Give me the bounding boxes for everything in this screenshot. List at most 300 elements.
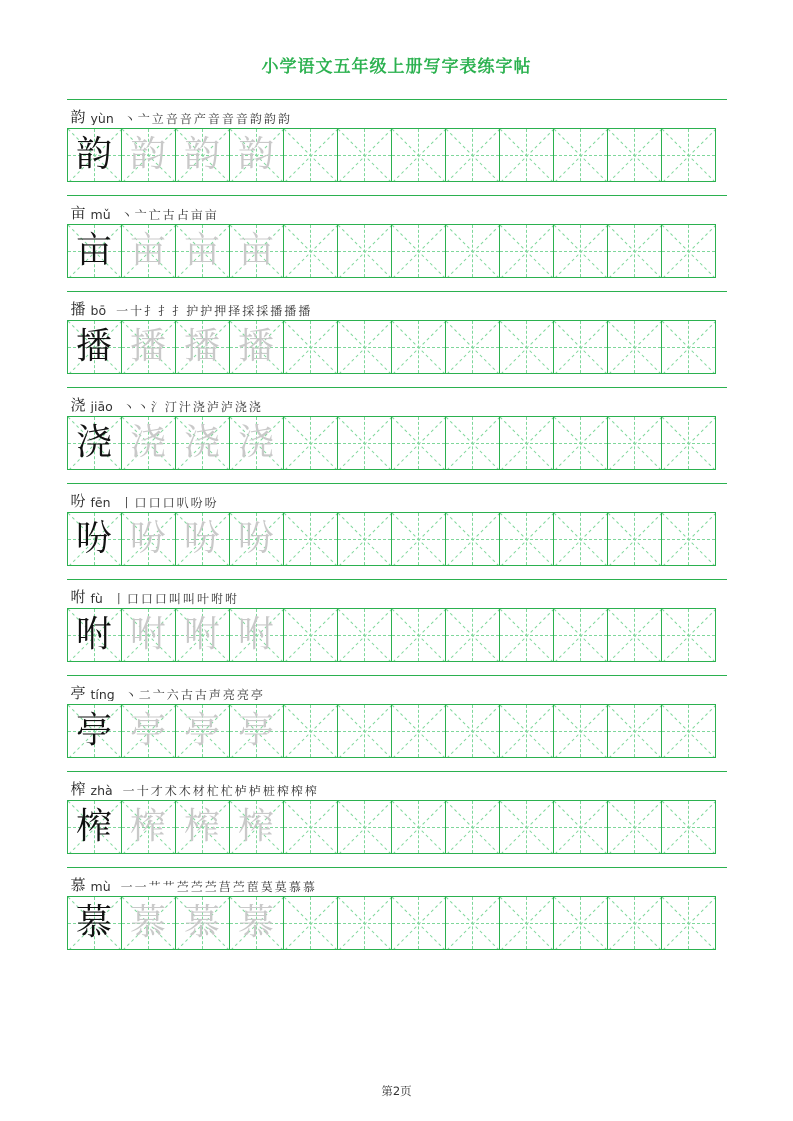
header-character: 浇 bbox=[70, 396, 86, 413]
cell-diagonal-guides bbox=[392, 609, 445, 661]
cell-diagonal-guides bbox=[662, 801, 715, 853]
practice-cell[interactable] bbox=[608, 608, 662, 662]
stroke-step: 丶 bbox=[122, 400, 135, 413]
stroke-step: 桩 bbox=[262, 784, 275, 797]
cell-diagonal-guides bbox=[392, 801, 445, 853]
practice-cell[interactable] bbox=[338, 704, 392, 758]
practice-cell[interactable] bbox=[176, 416, 230, 470]
stroke-step: 扌 bbox=[158, 304, 171, 317]
cell-diagonal-guides bbox=[446, 129, 499, 181]
cell-diagonal-guides bbox=[338, 705, 391, 757]
practice-cell[interactable] bbox=[500, 224, 554, 278]
cell-diagonal-guides bbox=[662, 609, 715, 661]
tracing-character: 吩 bbox=[237, 518, 274, 559]
stroke-step: 咐 bbox=[210, 592, 223, 605]
header-character: 韵 bbox=[70, 108, 86, 125]
cell-diagonal-guides bbox=[284, 897, 337, 949]
stroke-order-sequence bbox=[123, 401, 261, 413]
tracing-character: 韵 bbox=[237, 134, 274, 175]
practice-cell[interactable] bbox=[338, 896, 392, 950]
practice-cell[interactable] bbox=[662, 896, 716, 950]
practice-cell[interactable] bbox=[122, 896, 176, 950]
stroke-step: 咅 bbox=[179, 112, 192, 125]
practice-cell[interactable] bbox=[446, 800, 500, 854]
stroke-step: 杧 bbox=[220, 784, 233, 797]
stroke-step: 木 bbox=[178, 784, 191, 797]
cell-diagonal-guides bbox=[662, 897, 715, 949]
cell-diagonal-guides bbox=[662, 705, 715, 757]
practice-cell[interactable] bbox=[446, 320, 500, 374]
stroke-step: 一 bbox=[134, 880, 147, 893]
row-header bbox=[67, 295, 727, 317]
cell-diagonal-guides bbox=[446, 225, 499, 277]
practice-cell[interactable] bbox=[446, 128, 500, 182]
practice-cell[interactable] bbox=[608, 512, 662, 566]
tracing-character: 浇 bbox=[237, 422, 274, 463]
cell-diagonal-guides bbox=[500, 417, 553, 469]
cell-diagonal-guides bbox=[284, 609, 337, 661]
practice-cell[interactable] bbox=[554, 320, 608, 374]
practice-cell[interactable] bbox=[68, 512, 122, 566]
stroke-step: 口 bbox=[154, 592, 167, 605]
practice-cell[interactable] bbox=[608, 224, 662, 278]
practice-cell[interactable] bbox=[68, 800, 122, 854]
cell-diagonal-guides bbox=[554, 225, 607, 277]
practice-cell[interactable] bbox=[500, 416, 554, 470]
header-character: 榨 bbox=[70, 780, 86, 797]
stroke-step: 占 bbox=[176, 208, 189, 221]
stroke-step: 莒 bbox=[218, 880, 231, 893]
page-footer: 第2页 bbox=[381, 1084, 412, 1098]
practice-cell[interactable] bbox=[68, 320, 122, 374]
practice-cell[interactable] bbox=[662, 512, 716, 566]
practice-cell[interactable] bbox=[500, 128, 554, 182]
practice-cell[interactable] bbox=[230, 320, 284, 374]
practice-cell[interactable] bbox=[446, 224, 500, 278]
practice-cell[interactable] bbox=[284, 896, 338, 950]
stroke-step: 亩 bbox=[190, 208, 203, 221]
cell-diagonal-guides bbox=[554, 801, 607, 853]
practice-cell[interactable] bbox=[446, 416, 500, 470]
practice-cell[interactable] bbox=[68, 224, 122, 278]
stroke-step: 才 bbox=[150, 784, 163, 797]
practice-cell[interactable] bbox=[68, 416, 122, 470]
practice-cell[interactable] bbox=[500, 800, 554, 854]
practice-cell[interactable] bbox=[554, 224, 608, 278]
cell-diagonal-guides bbox=[608, 513, 661, 565]
practice-cell[interactable] bbox=[392, 320, 446, 374]
row-divider bbox=[67, 483, 727, 484]
practice-cell[interactable] bbox=[122, 416, 176, 470]
row-divider bbox=[67, 387, 727, 388]
stroke-step: 苎 bbox=[232, 880, 245, 893]
stroke-step: 扌 bbox=[172, 304, 185, 317]
practice-cell[interactable] bbox=[662, 416, 716, 470]
cell-diagonal-guides bbox=[608, 225, 661, 277]
header-character: 慕 bbox=[70, 876, 86, 893]
practice-cell[interactable] bbox=[554, 416, 608, 470]
practice-cell[interactable] bbox=[500, 704, 554, 758]
practice-cell[interactable] bbox=[554, 128, 608, 182]
character-practice-row bbox=[67, 771, 727, 854]
tracing-character: 榨 bbox=[183, 806, 220, 847]
stroke-step: 口 bbox=[134, 496, 147, 509]
stroke-step: 丶 bbox=[123, 112, 136, 125]
stroke-step: 榨 bbox=[290, 784, 303, 797]
cell-diagonal-guides bbox=[500, 609, 553, 661]
practice-cell[interactable] bbox=[230, 608, 284, 662]
stroke-step: 亡 bbox=[148, 208, 161, 221]
practice-cell[interactable] bbox=[446, 512, 500, 566]
stroke-step: 亠 bbox=[134, 208, 147, 221]
cell-diagonal-guides bbox=[338, 801, 391, 853]
cell-diagonal-guides bbox=[284, 513, 337, 565]
tracing-character: 亭 bbox=[183, 710, 220, 751]
cell-diagonal-guides bbox=[284, 801, 337, 853]
practice-cell[interactable] bbox=[176, 704, 230, 758]
cell-diagonal-guides bbox=[284, 705, 337, 757]
cell-diagonal-guides bbox=[284, 417, 337, 469]
model-character: 榨 bbox=[75, 806, 112, 847]
practice-cell[interactable] bbox=[230, 416, 284, 470]
stroke-step: 亩 bbox=[204, 208, 217, 221]
cell-diagonal-guides bbox=[446, 321, 499, 373]
cell-diagonal-guides bbox=[554, 897, 607, 949]
header-pinyin: zhà bbox=[90, 782, 113, 797]
row-divider bbox=[67, 771, 727, 772]
cell-diagonal-guides bbox=[608, 609, 661, 661]
practice-cell[interactable] bbox=[230, 896, 284, 950]
row-header bbox=[67, 199, 727, 221]
stroke-order-sequence bbox=[113, 593, 237, 605]
stroke-step: 咐 bbox=[224, 592, 237, 605]
stroke-step: 艹 bbox=[162, 880, 175, 893]
cell-diagonal-guides bbox=[284, 129, 337, 181]
stroke-step: 榨 bbox=[276, 784, 289, 797]
practice-cell[interactable] bbox=[392, 896, 446, 950]
stroke-step: 栌 bbox=[248, 784, 261, 797]
tracing-character: 慕 bbox=[183, 902, 220, 943]
practice-cell[interactable] bbox=[608, 704, 662, 758]
stroke-step: 口 bbox=[140, 592, 153, 605]
cell-diagonal-guides bbox=[392, 417, 445, 469]
row-header bbox=[67, 871, 727, 893]
practice-cell[interactable] bbox=[554, 704, 608, 758]
stroke-step: 材 bbox=[192, 784, 205, 797]
row-divider bbox=[67, 579, 727, 580]
stroke-step: 声 bbox=[208, 688, 221, 701]
row-divider bbox=[67, 99, 727, 100]
practice-grid bbox=[67, 512, 727, 566]
practice-cell[interactable] bbox=[338, 800, 392, 854]
tracing-character: 慕 bbox=[237, 902, 274, 943]
cell-diagonal-guides bbox=[554, 705, 607, 757]
stroke-step: 丶 bbox=[136, 400, 149, 413]
cell-diagonal-guides bbox=[500, 129, 553, 181]
practice-cell[interactable] bbox=[554, 608, 608, 662]
stroke-step: 叶 bbox=[196, 592, 209, 605]
tracing-character: 播 bbox=[237, 326, 274, 367]
model-character: 播 bbox=[75, 326, 112, 367]
character-practice-row bbox=[67, 675, 727, 758]
cell-diagonal-guides bbox=[608, 897, 661, 949]
tracing-character: 咐 bbox=[237, 614, 274, 655]
stroke-step: 韵 bbox=[277, 112, 290, 125]
practice-cell[interactable] bbox=[662, 608, 716, 662]
practice-cell[interactable] bbox=[554, 800, 608, 854]
practice-cell[interactable] bbox=[230, 224, 284, 278]
character-practice-row bbox=[67, 291, 727, 374]
stroke-step: 扌 bbox=[144, 304, 157, 317]
cell-diagonal-guides bbox=[392, 321, 445, 373]
cell-diagonal-guides bbox=[662, 321, 715, 373]
practice-cell[interactable] bbox=[122, 320, 176, 374]
practice-cell[interactable] bbox=[230, 512, 284, 566]
practice-cell[interactable] bbox=[446, 896, 500, 950]
practice-cell[interactable] bbox=[284, 416, 338, 470]
practice-cell[interactable] bbox=[122, 128, 176, 182]
row-header bbox=[67, 775, 727, 797]
practice-cell[interactable] bbox=[608, 320, 662, 374]
cell-diagonal-guides bbox=[446, 801, 499, 853]
cell-diagonal-guides bbox=[392, 705, 445, 757]
practice-cell[interactable] bbox=[500, 320, 554, 374]
stroke-step: 杧 bbox=[206, 784, 219, 797]
model-character: 亭 bbox=[75, 710, 112, 751]
practice-cell[interactable] bbox=[554, 512, 608, 566]
practice-cell[interactable] bbox=[284, 608, 338, 662]
stroke-step: 一 bbox=[120, 880, 133, 893]
practice-cell[interactable] bbox=[338, 224, 392, 278]
cell-diagonal-guides bbox=[662, 129, 715, 181]
cell-diagonal-guides bbox=[554, 129, 607, 181]
stroke-step: 亠 bbox=[137, 112, 150, 125]
cell-diagonal-guides bbox=[338, 129, 391, 181]
stroke-order-sequence bbox=[116, 305, 310, 317]
stroke-step: 艹 bbox=[148, 880, 161, 893]
cell-diagonal-guides bbox=[392, 225, 445, 277]
stroke-step: 押 bbox=[214, 304, 227, 317]
practice-cell[interactable] bbox=[338, 608, 392, 662]
header-character: 播 bbox=[70, 300, 86, 317]
cell-diagonal-guides bbox=[284, 321, 337, 373]
practice-cell[interactable] bbox=[122, 608, 176, 662]
header-pinyin: yùn bbox=[90, 110, 114, 125]
practice-cell[interactable] bbox=[338, 416, 392, 470]
stroke-step: 音 bbox=[221, 112, 234, 125]
practice-cell[interactable] bbox=[284, 704, 338, 758]
header-character: 吩 bbox=[70, 492, 86, 509]
practice-cell[interactable] bbox=[176, 224, 230, 278]
practice-cell[interactable] bbox=[608, 416, 662, 470]
practice-cell[interactable] bbox=[338, 128, 392, 182]
practice-cell[interactable] bbox=[284, 800, 338, 854]
practice-cell[interactable] bbox=[122, 704, 176, 758]
stroke-step: 十 bbox=[130, 304, 143, 317]
practice-cell[interactable] bbox=[284, 128, 338, 182]
practice-cell[interactable] bbox=[176, 896, 230, 950]
stroke-step: 护 bbox=[186, 304, 199, 317]
tracing-character: 播 bbox=[129, 326, 166, 367]
practice-cell[interactable] bbox=[68, 608, 122, 662]
practice-cell[interactable] bbox=[392, 704, 446, 758]
stroke-step: 泸 bbox=[206, 400, 219, 413]
character-practice-row bbox=[67, 579, 727, 662]
stroke-step: 茣 bbox=[260, 880, 273, 893]
tracing-character: 亭 bbox=[237, 710, 274, 751]
cell-diagonal-guides bbox=[338, 417, 391, 469]
character-practice-row bbox=[67, 483, 727, 566]
cell-diagonal-guides bbox=[446, 609, 499, 661]
practice-cell[interactable] bbox=[392, 128, 446, 182]
tracing-character: 亩 bbox=[129, 230, 166, 271]
stroke-step: 古 bbox=[194, 688, 207, 701]
stroke-step: 叫 bbox=[182, 592, 195, 605]
practice-grid bbox=[67, 416, 727, 470]
cell-diagonal-guides bbox=[284, 225, 337, 277]
character-practice-row bbox=[67, 195, 727, 278]
character-practice-row bbox=[67, 867, 727, 950]
model-character: 吩 bbox=[75, 518, 112, 559]
stroke-step: 栌 bbox=[234, 784, 247, 797]
stroke-step: 口 bbox=[126, 592, 139, 605]
practice-cell[interactable] bbox=[122, 224, 176, 278]
header-character: 亭 bbox=[70, 684, 86, 701]
practice-cell[interactable] bbox=[608, 800, 662, 854]
practice-cell[interactable] bbox=[662, 128, 716, 182]
cell-diagonal-guides bbox=[500, 321, 553, 373]
tracing-character: 播 bbox=[183, 326, 220, 367]
model-character: 慕 bbox=[75, 902, 112, 943]
practice-cell[interactable] bbox=[608, 896, 662, 950]
practice-grid bbox=[67, 128, 727, 182]
tracing-character: 浇 bbox=[183, 422, 220, 463]
header-pinyin: mǔ bbox=[90, 206, 111, 221]
practice-cell[interactable] bbox=[662, 704, 716, 758]
stroke-step: 吩 bbox=[204, 496, 217, 509]
stroke-step: 慕 bbox=[288, 880, 301, 893]
tracing-character: 慕 bbox=[129, 902, 166, 943]
practice-cell[interactable] bbox=[338, 320, 392, 374]
row-divider bbox=[67, 291, 727, 292]
practice-cell[interactable] bbox=[68, 128, 122, 182]
practice-cell[interactable] bbox=[338, 512, 392, 566]
stroke-order-sequence bbox=[121, 209, 217, 221]
practice-cell[interactable] bbox=[68, 704, 122, 758]
row-header bbox=[67, 583, 727, 605]
practice-cell[interactable] bbox=[284, 320, 338, 374]
practice-cell[interactable] bbox=[392, 224, 446, 278]
practice-cell[interactable] bbox=[284, 224, 338, 278]
practice-cell[interactable] bbox=[176, 800, 230, 854]
practice-cell[interactable] bbox=[392, 608, 446, 662]
stroke-step: 择 bbox=[228, 304, 241, 317]
stroke-step: 泸 bbox=[220, 400, 233, 413]
stroke-step: 护 bbox=[200, 304, 213, 317]
practice-cell[interactable] bbox=[392, 800, 446, 854]
practice-cell[interactable] bbox=[176, 128, 230, 182]
cell-diagonal-guides bbox=[338, 897, 391, 949]
practice-cell[interactable] bbox=[392, 512, 446, 566]
practice-grid bbox=[67, 896, 727, 950]
practice-cell[interactable] bbox=[608, 128, 662, 182]
character-practice-row bbox=[67, 387, 727, 470]
cell-diagonal-guides bbox=[446, 705, 499, 757]
practice-cell[interactable] bbox=[230, 704, 284, 758]
practice-cell[interactable] bbox=[122, 512, 176, 566]
tracing-character: 亩 bbox=[183, 230, 220, 271]
practice-cell[interactable] bbox=[662, 224, 716, 278]
tracing-character: 榨 bbox=[129, 806, 166, 847]
stroke-step: 丨 bbox=[120, 496, 133, 509]
practice-cell[interactable] bbox=[284, 512, 338, 566]
practice-cell[interactable] bbox=[446, 608, 500, 662]
practice-cell[interactable] bbox=[662, 320, 716, 374]
stroke-step: 苎 bbox=[176, 880, 189, 893]
cell-diagonal-guides bbox=[554, 321, 607, 373]
practice-cell[interactable] bbox=[230, 128, 284, 182]
cell-diagonal-guides bbox=[500, 513, 553, 565]
practice-cell[interactable] bbox=[662, 800, 716, 854]
stroke-step: 茞 bbox=[246, 880, 259, 893]
cell-diagonal-guides bbox=[500, 225, 553, 277]
practice-grid bbox=[67, 320, 727, 374]
stroke-step: 韵 bbox=[263, 112, 276, 125]
tracing-character: 咐 bbox=[129, 614, 166, 655]
row-header bbox=[67, 103, 727, 125]
stroke-step: 古 bbox=[180, 688, 193, 701]
practice-cell[interactable] bbox=[500, 608, 554, 662]
stroke-step: 慕 bbox=[302, 880, 315, 893]
header-pinyin: jiāo bbox=[90, 398, 113, 413]
practice-cell[interactable] bbox=[500, 896, 554, 950]
model-character: 咐 bbox=[75, 614, 112, 655]
stroke-step: 採 bbox=[256, 304, 269, 317]
header-pinyin: tíng bbox=[90, 686, 115, 701]
cell-diagonal-guides bbox=[608, 705, 661, 757]
practice-cell[interactable] bbox=[176, 320, 230, 374]
cell-diagonal-guides bbox=[608, 321, 661, 373]
model-character: 亩 bbox=[75, 230, 112, 271]
practice-cell[interactable] bbox=[446, 704, 500, 758]
practice-cell[interactable] bbox=[230, 800, 284, 854]
cell-diagonal-guides bbox=[554, 417, 607, 469]
cell-diagonal-guides bbox=[338, 609, 391, 661]
stroke-step: 叭 bbox=[176, 496, 189, 509]
practice-cell[interactable] bbox=[500, 512, 554, 566]
cell-diagonal-guides bbox=[338, 513, 391, 565]
practice-cell[interactable] bbox=[122, 800, 176, 854]
tracing-character: 榨 bbox=[237, 806, 274, 847]
practice-cell[interactable] bbox=[68, 896, 122, 950]
page-title: 小学语文五年级上册写字表练字帖 bbox=[261, 57, 532, 77]
cell-diagonal-guides bbox=[338, 225, 391, 277]
cell-diagonal-guides bbox=[662, 417, 715, 469]
practice-grid bbox=[67, 608, 727, 662]
stroke-step: 一 bbox=[122, 784, 135, 797]
practice-cell[interactable] bbox=[554, 896, 608, 950]
practice-cell[interactable] bbox=[392, 416, 446, 470]
tracing-character: 咐 bbox=[183, 614, 220, 655]
cell-diagonal-guides bbox=[554, 513, 607, 565]
header-pinyin: bō bbox=[90, 302, 107, 317]
stroke-step: 音 bbox=[235, 112, 248, 125]
practice-cell[interactable] bbox=[176, 512, 230, 566]
practice-cell[interactable] bbox=[176, 608, 230, 662]
stroke-order-sequence bbox=[125, 689, 263, 701]
stroke-step: 亠 bbox=[152, 688, 165, 701]
stroke-step: 亮 bbox=[236, 688, 249, 701]
